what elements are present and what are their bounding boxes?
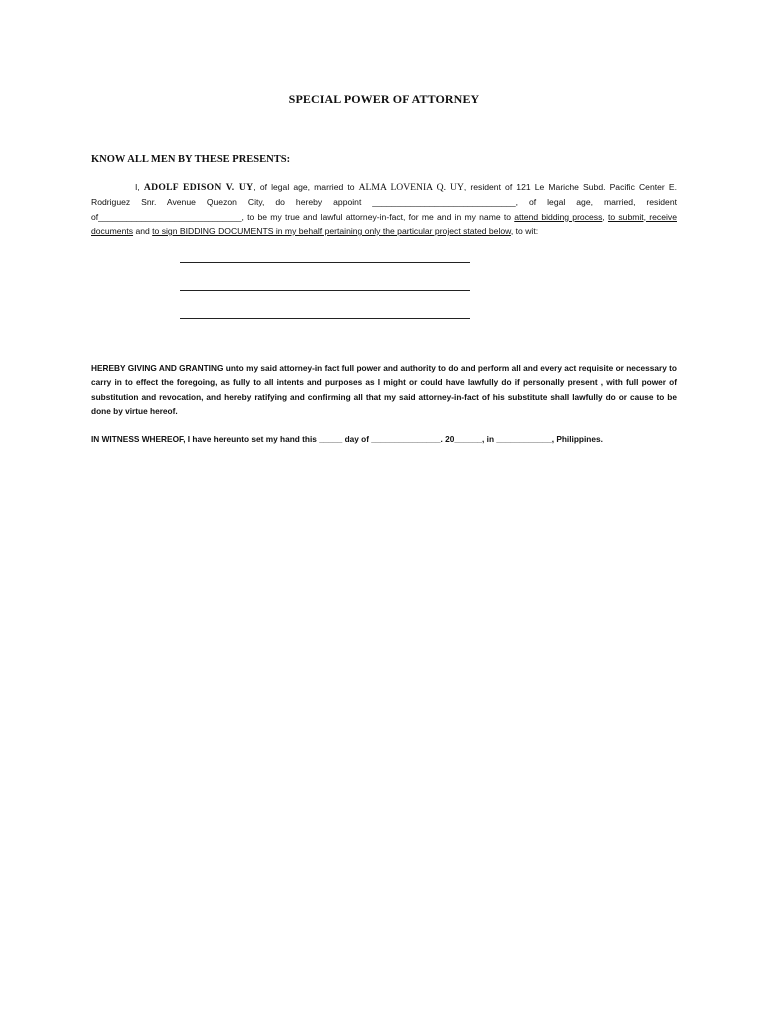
paragraph-text-5: , to wit:	[510, 225, 539, 236]
power-sign-documents: to sign BIDDING DOCUMENTS in my behalf pertaining only the particular project stated below	[152, 225, 511, 236]
granting-paragraph: HEREBY GIVING AND GRANTING unto my said attorney-in fact full power and authority to do and perform all and every act requisite or necessary to carry in to effect the foregoing, as fully to all intents and purposes as I might or could have lawfully do if personally present , with full power of substitution and revocation, and hereby ratifying and confirming all that my said attorney-in-fact of his substitute shall lawfully do or cause to be done by virtue hereof.	[91, 363, 677, 416]
appointment-paragraph	[91, 180, 677, 238]
project-blank-line	[180, 318, 470, 319]
paragraph-text-2: , resident of 121 Le Mariche Subd. Pacific Center E. Rodriguez Snr. Avenue Quezon City, do hereby appoint ______________________________, of legal age, married, resident of______________________________, to be my true and lawful attorney-in-fact, for me and in my name to	[91, 182, 677, 222]
power-attend-bidding: attend bidding process	[514, 211, 603, 222]
salutation: KNOW ALL MEN BY THESE PRESENTS:	[91, 154, 291, 165]
intro-text: I,	[135, 182, 140, 192]
paragraph-text-3: ,	[602, 211, 605, 222]
principal-name: ADOLF EDISON V. UY	[143, 182, 254, 193]
paragraph-text-4: and	[135, 225, 150, 236]
power-submit-documents: to submit, receive documents	[91, 211, 677, 236]
spouse-name: ALMA LOVENIA Q. UY	[358, 182, 464, 193]
witness-paragraph: IN WITNESS WHEREOF, I have hereunto set my hand this _____ day of _______________. 20______, in ____________, Philippines.	[91, 434, 603, 444]
document-title: SPECIAL POWER OF ATTORNEY	[288, 92, 480, 106]
project-blank-line	[180, 290, 470, 291]
project-blank-line	[180, 262, 470, 263]
paragraph-text-1: , of legal age, married to	[253, 182, 355, 192]
